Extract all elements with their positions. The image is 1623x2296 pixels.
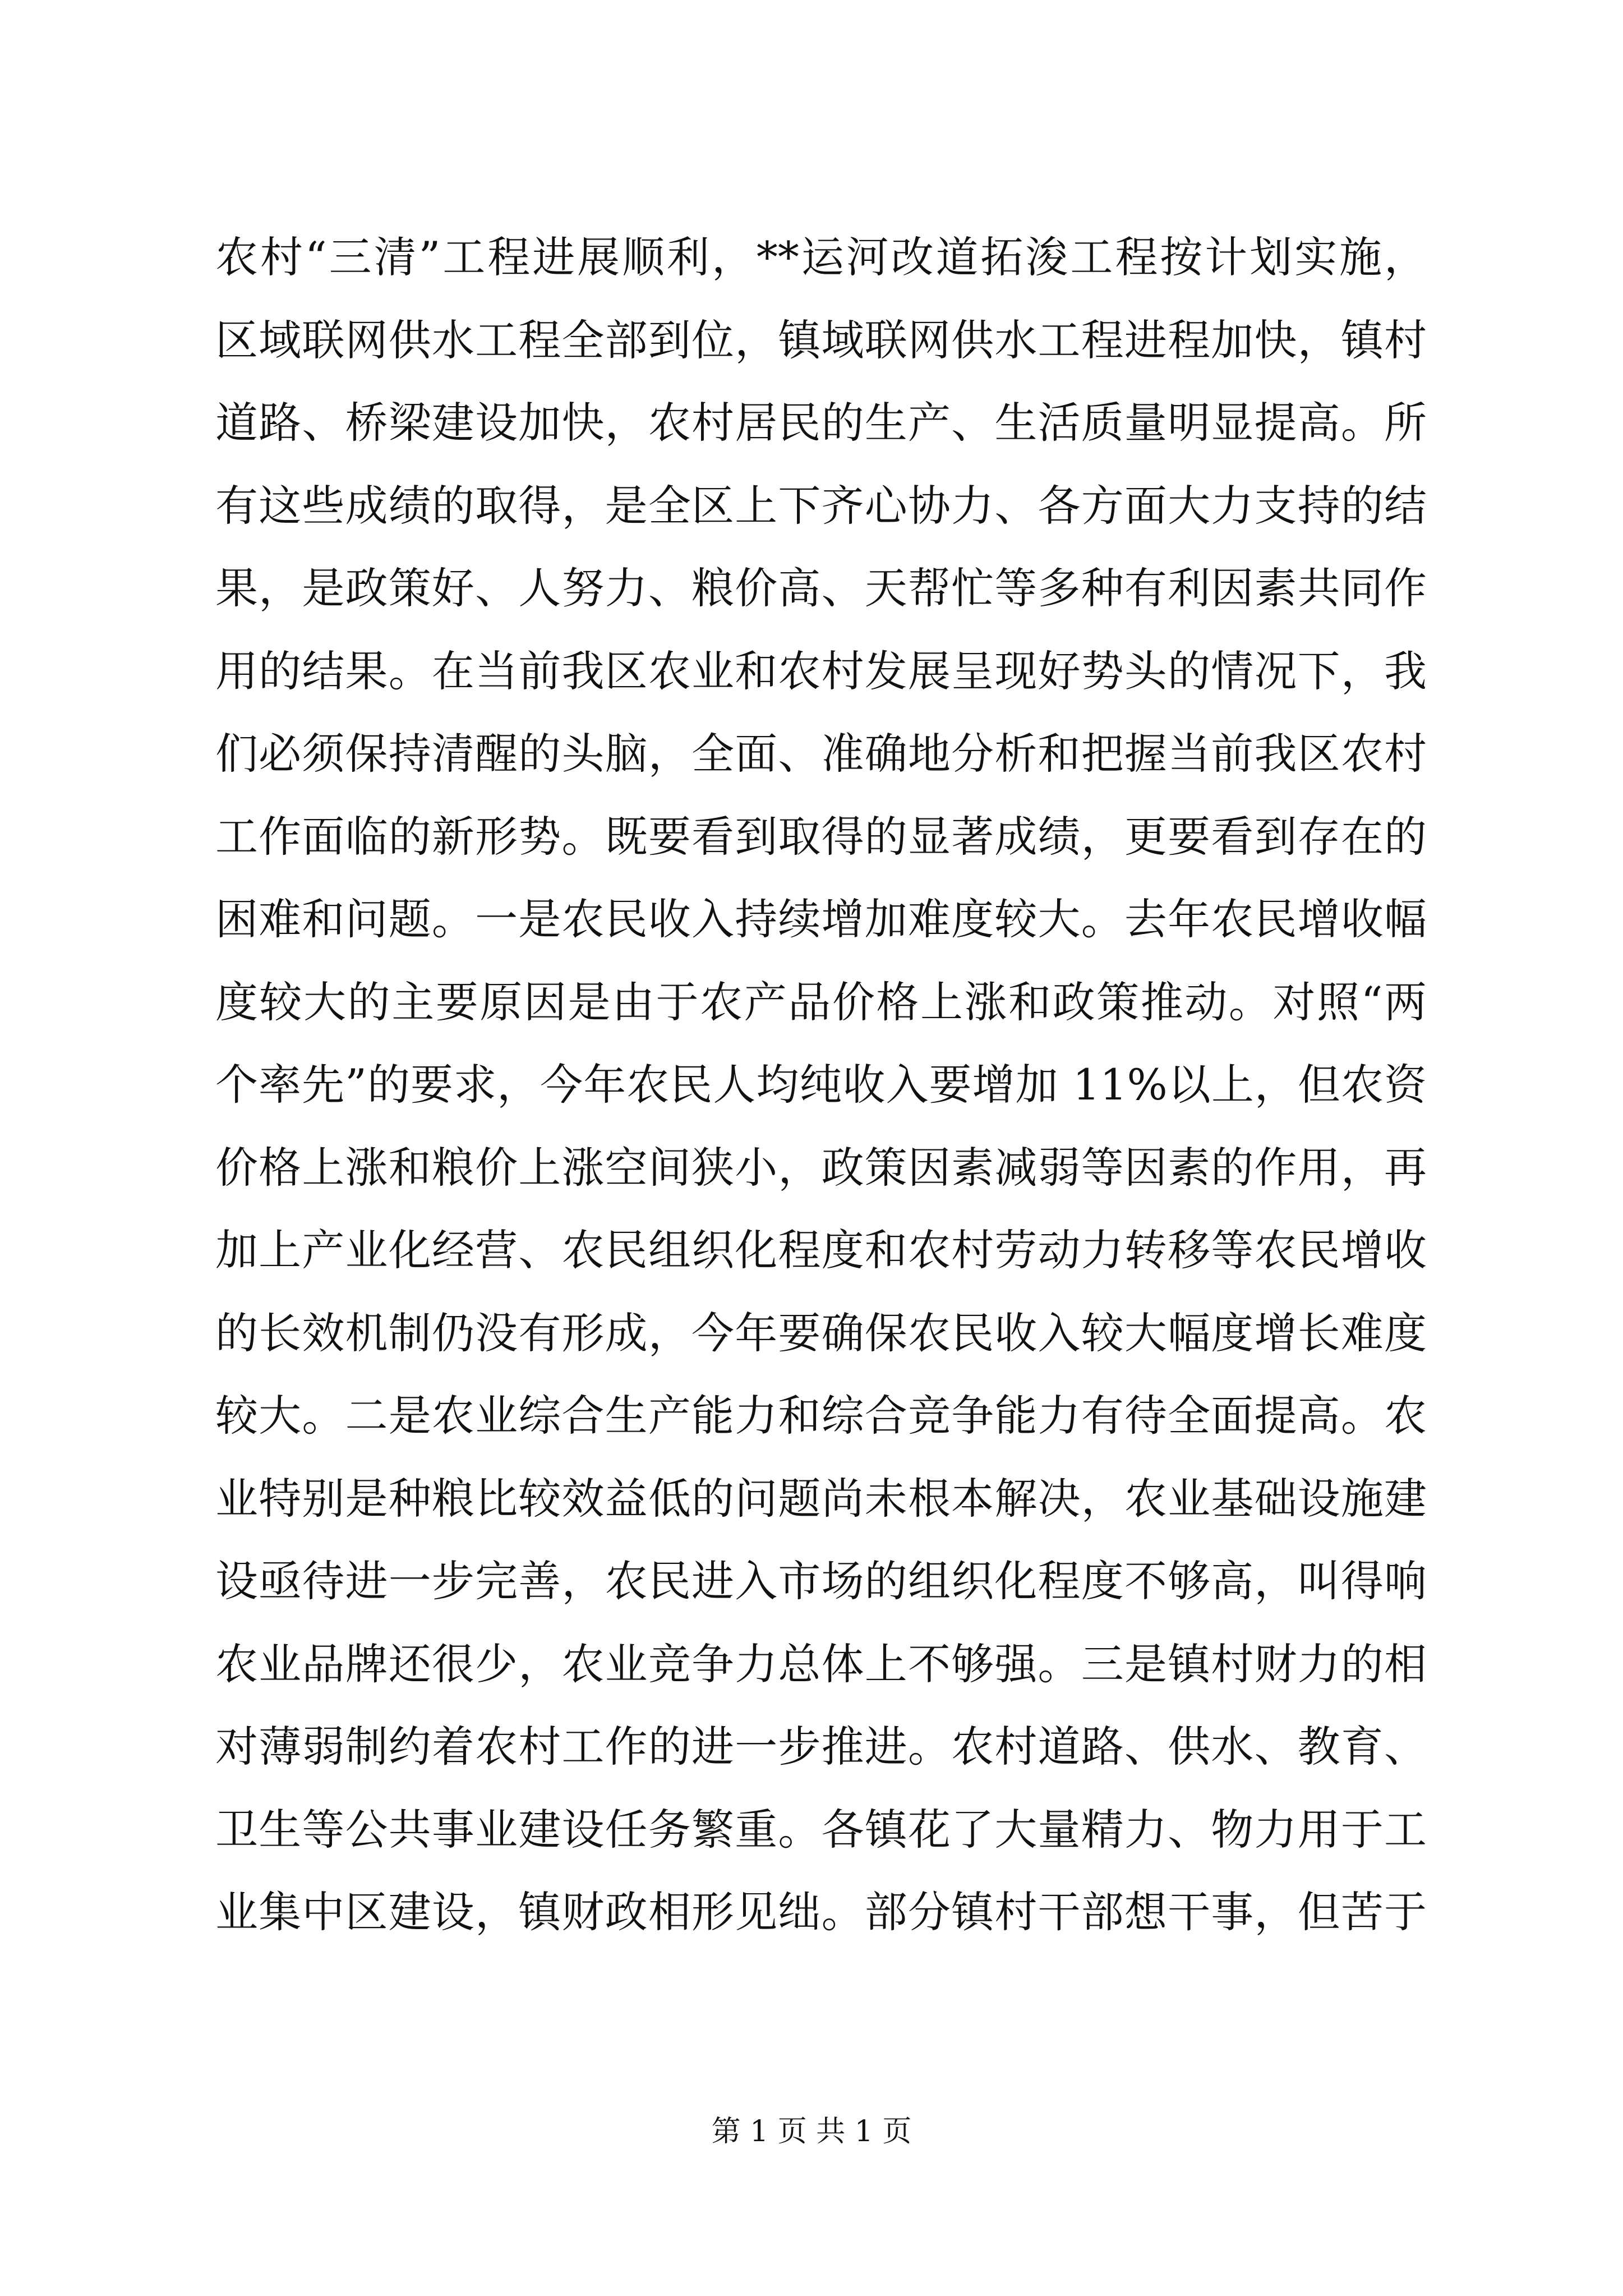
text-line: 业集中区建设，镇财政相形见绌。部分镇村干部想干事，但苦于 (215, 1887, 1427, 1937)
text-line: 较大。二是农业综合生产能力和综合竞争能力有待全面提高。农 (215, 1391, 1427, 1441)
body-paragraph (215, 216, 1427, 1954)
text-line: 个率先”的要求，今年农民人均纯收入要增加 11%以上，但农资 (215, 1060, 1427, 1110)
page-number: 第 1 页 共 1 页 (711, 2115, 912, 2148)
page-footer (0, 2115, 1623, 2148)
text-line: 用的结果。在当前我区农业和农村发展呈现好势头的情况下，我 (215, 646, 1427, 696)
text-line: 农业品牌还很少，农业竞争力总体上不够强。三是镇村财力的相 (215, 1639, 1427, 1689)
text-line: 困难和问题。一是农民收入持续增加难度较大。去年农民增收幅 (215, 894, 1427, 944)
text-line: 们必须保持清醒的头脑，全面、准确地分析和把握当前我区农村 (215, 729, 1427, 779)
text-line: 的长效机制仍没有形成，今年要确保农民收入较大幅度增长难度 (215, 1308, 1427, 1358)
text-line: 价格上涨和粮价上涨空间狭小，政策因素减弱等因素的作用，再 (215, 1142, 1427, 1193)
text-line: 加上产业化经营、农民组织化程度和农村劳动力转移等农民增收 (215, 1225, 1427, 1275)
text-line: 度较大的主要原因是由于农产品价格上涨和政策推动。对照“两 (215, 977, 1427, 1027)
text-line: 工作面临的新形势。既要看到取得的显著成绩，更要看到存在的 (215, 811, 1427, 862)
text-line: 卫生等公共事业建设任务繁重。各镇花了大量精力、物力用于工 (215, 1804, 1427, 1855)
text-line: 对薄弱制约着农村工作的进一步推进。农村道路、供水、教育、 (215, 1722, 1427, 1772)
text-line: 有这些成绩的取得，是全区上下齐心协力、各方面大力支持的结 (215, 480, 1427, 531)
text-line: 业特别是种粮比较效益低的问题尚未根本解决，农业基础设施建 (215, 1473, 1427, 1524)
text-line: 设亟待进一步完善，农民进入市场的组织化程度不够高，叫得响 (215, 1556, 1427, 1606)
text-line: 果，是政策好、人努力、粮价高、天帮忙等多种有利因素共同作 (215, 563, 1427, 613)
text-line: 道路、桥梁建设加快，农村居民的生产、生活质量明显提高。所 (215, 398, 1427, 448)
text-line: 农村“三清”工程进展顺利，**运河改道拓浚工程按计划实施， (215, 232, 1427, 282)
text-line: 区域联网供水工程全部到位，镇域联网供水工程进程加快，镇村 (215, 315, 1427, 365)
